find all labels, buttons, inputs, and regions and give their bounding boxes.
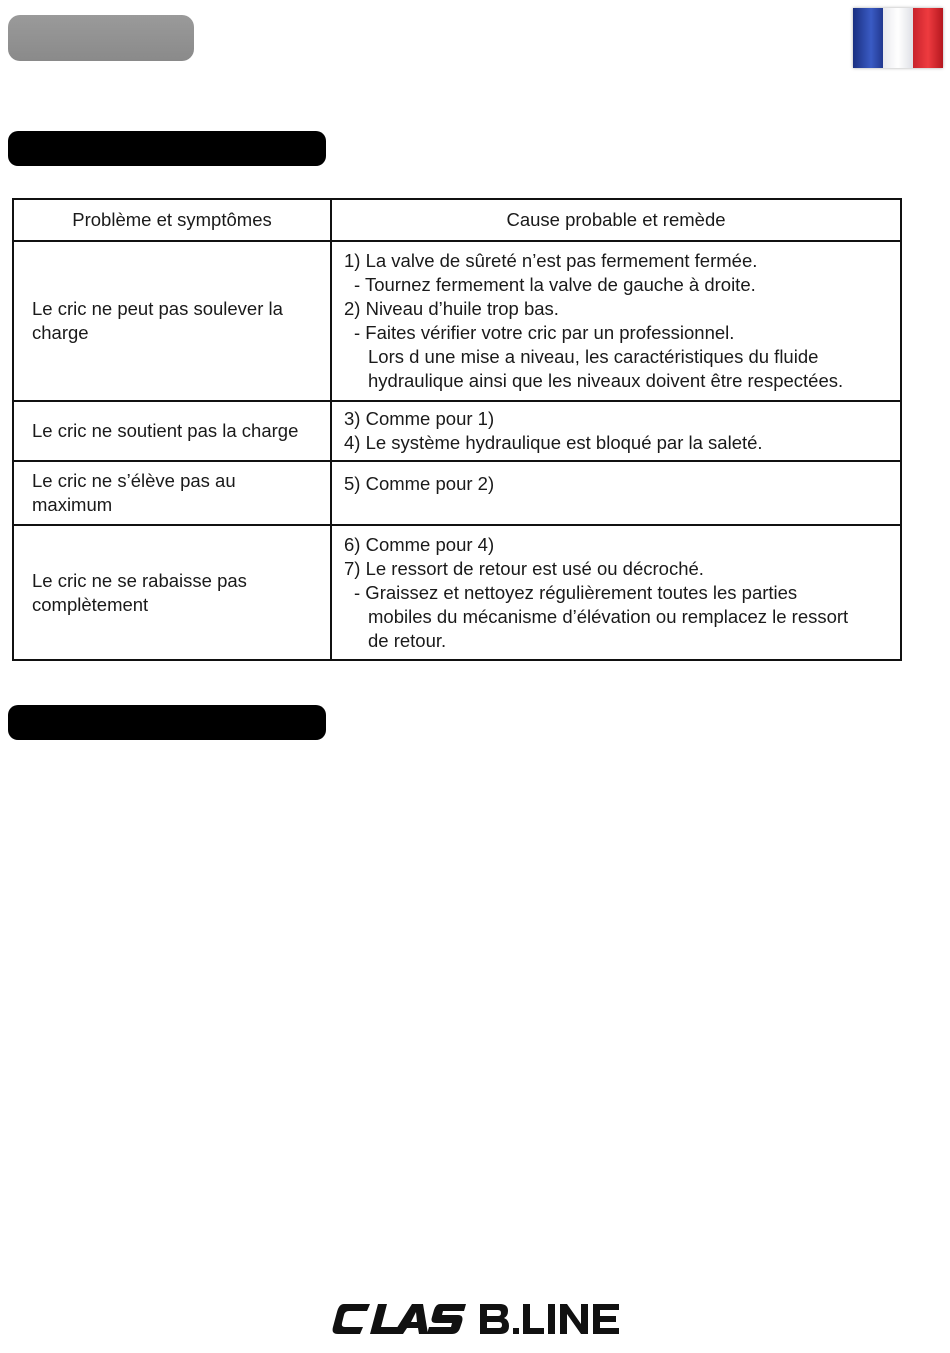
cause-cell bbox=[331, 241, 901, 401]
remedy-continuation: Lors d une mise a niveau, les caractéristiques du fluide bbox=[368, 346, 819, 367]
problem-text: Le cric ne soutient pas la charge bbox=[32, 420, 299, 441]
remedy-continuation: hydraulique ainsi que les niveaux doivent être respectées. bbox=[368, 370, 844, 391]
cause-item: 7) Le ressort de retour est usé ou décroché. bbox=[344, 557, 704, 579]
flag-white-band bbox=[883, 8, 913, 68]
page-header-tab bbox=[8, 15, 194, 61]
problem-cell bbox=[13, 241, 331, 401]
flag-red-band bbox=[913, 8, 943, 68]
problem-text: charge bbox=[32, 322, 89, 343]
table-row bbox=[13, 525, 901, 660]
cause-item: 6) Comme pour 4) bbox=[344, 533, 495, 555]
table-row bbox=[13, 401, 901, 461]
problem-text: maximum bbox=[32, 494, 113, 515]
section-heading-bar bbox=[8, 705, 326, 740]
table-row bbox=[13, 241, 901, 401]
remedy-item: - Tournez fermement la valve de gauche à droite. bbox=[354, 274, 756, 295]
problem-cell bbox=[13, 401, 331, 461]
problem-text: Le cric ne s’élève pas au bbox=[32, 470, 236, 491]
cause-cell bbox=[331, 461, 901, 525]
cause-item: 3) Comme pour 1) bbox=[344, 408, 495, 429]
remedy-continuation: de retour. bbox=[368, 629, 447, 651]
problem-text: Le cric ne peut pas soulever la bbox=[32, 298, 283, 319]
cause-cell bbox=[331, 401, 901, 461]
cause-item: 1) La valve de sûreté n’est pas fermement fermée. bbox=[344, 250, 758, 271]
flag-blue-band bbox=[853, 8, 883, 68]
remedy-continuation: mobiles du mécanisme d’élévation ou remplacez le ressort bbox=[368, 605, 849, 627]
cause-item: 4) Le système hydraulique est bloqué par la saleté. bbox=[344, 432, 763, 453]
column-header-cause: Cause probable et remède bbox=[331, 199, 901, 241]
cause-item: 2) Niveau d’huile trop bas. bbox=[344, 298, 559, 319]
brand-logo-icon bbox=[330, 1298, 625, 1338]
problem-cell bbox=[13, 525, 331, 660]
problem-cell bbox=[13, 461, 331, 525]
problem-text: complètement bbox=[32, 593, 149, 615]
troubleshooting-table bbox=[12, 198, 902, 661]
cause-cell bbox=[331, 525, 901, 660]
section-heading-bar-troubleshooting bbox=[8, 131, 326, 166]
remedy-item: - Faites vérifier votre cric par un professionnel. bbox=[354, 322, 735, 343]
problem-text: Le cric ne se rabaisse pas bbox=[32, 569, 247, 591]
remedy-item: - Graissez et nettoyez régulièrement toutes les parties bbox=[354, 581, 798, 603]
clas-bline-logo bbox=[330, 1298, 625, 1338]
table-header-row bbox=[13, 199, 901, 241]
table-row bbox=[13, 461, 901, 525]
french-flag-icon bbox=[853, 8, 943, 68]
cause-item: 5) Comme pour 2) bbox=[344, 473, 495, 494]
column-header-problem: Problème et symptômes bbox=[13, 199, 331, 241]
